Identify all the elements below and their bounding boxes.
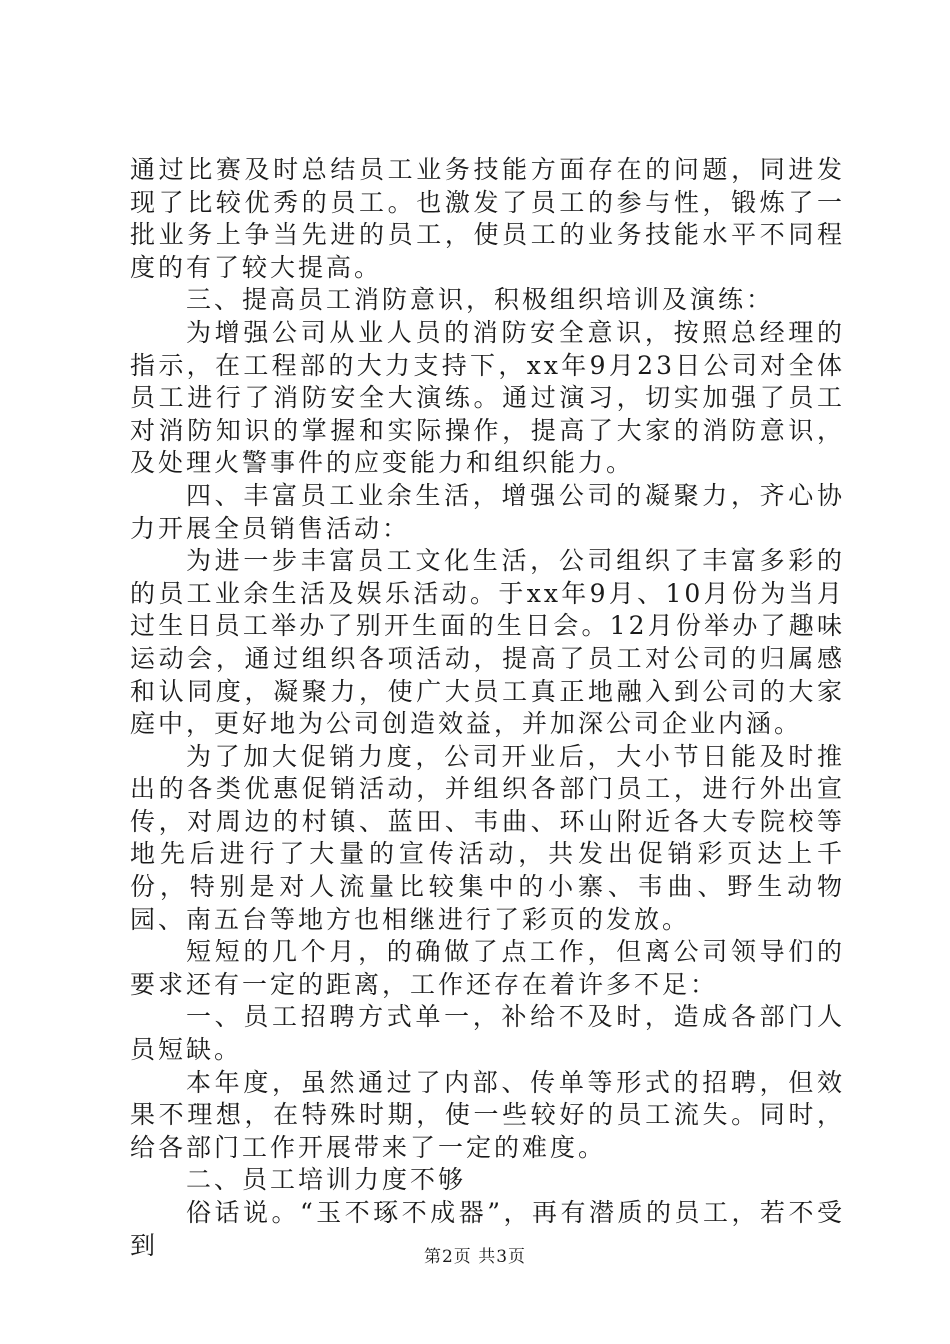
heading-employee-life: 四、丰富员工业余生活，增强公司的凝聚力，齐心协力开展全员销售活动： xyxy=(130,480,845,543)
document-body xyxy=(130,154,845,1262)
paragraph-fire-drill: 为增强公司从业人员的消防安全意识，按照总经理的指示，在工程部的大力支持下，xx年9月23日公司对全体员工进行了消防安全大演练。通过演习，切实加强了员工对消防知识的掌握和实际操作，提高了大家的消防意识，及处理火警事件的应变能力和组织能力。 xyxy=(130,317,845,478)
paragraph-promotion: 为了加大促销力度，公司开业后，大小节日能及时推出的各类优惠促销活动，并组织各部门员工，进行外出宣传，对周边的村镇、蓝田、韦曲、环山附近各大专院校等地先后进行了大量的宣传活动，共发出促销彩页达上千份，特别是对人流量比较集中的小寨、韦曲、野生动物园、南五台等地方也相继进行了彩页的发放。 xyxy=(130,741,845,934)
heading-training: 二、员工培训力度不够 xyxy=(186,1165,467,1195)
heading-recruitment: 一、员工招聘方式单一，补给不及时，造成各部门人员短缺。 xyxy=(130,1002,845,1065)
heading-fire-safety: 三、提高员工消防意识，积极组织培训及演练： xyxy=(186,285,775,315)
paragraph-shortcomings-intro: 短短的几个月，的确做了点工作，但离公司领导们的要求还有一定的距离，工作还存在着许多不足： xyxy=(130,937,845,999)
paragraph-recruitment: 本年度，虽然通过了内部、传单等形式的招聘，但效果不理想，在特殊时期，使一些较好的员工流失。同时，给各部门工作开展带来了一定的难度。 xyxy=(130,1067,845,1162)
paragraph-competition-summary: 通过比赛及时总结员工业务技能方面存在的问题，同进发现了比较优秀的员工。也激发了员工的参与性，锻炼了一批业务上争当先进的员工，使员工的业务技能水平不同程度的有了较大提高。 xyxy=(130,155,845,282)
paragraph-training: 俗话说。“玉不琢不成器”，再有潜质的员工，若不受到 xyxy=(130,1198,845,1260)
paragraph-activities: 为进一步丰富员工文化生活，公司组织了丰富多彩的的员工业余生活及娱乐活动。于xx年9月、10月份为当月过生日员工举办了别开生面的生日会。12月份举办了趣味运动会，通过组织各项活动，提高了员工对公司的归属感和认同度，凝聚力，使广大员工真正地融入到公司的大家庭中，更好地为公司创造效益，并加深公司企业内涵。 xyxy=(130,546,845,739)
page-footer: 第2页 共3页 xyxy=(423,1247,527,1267)
